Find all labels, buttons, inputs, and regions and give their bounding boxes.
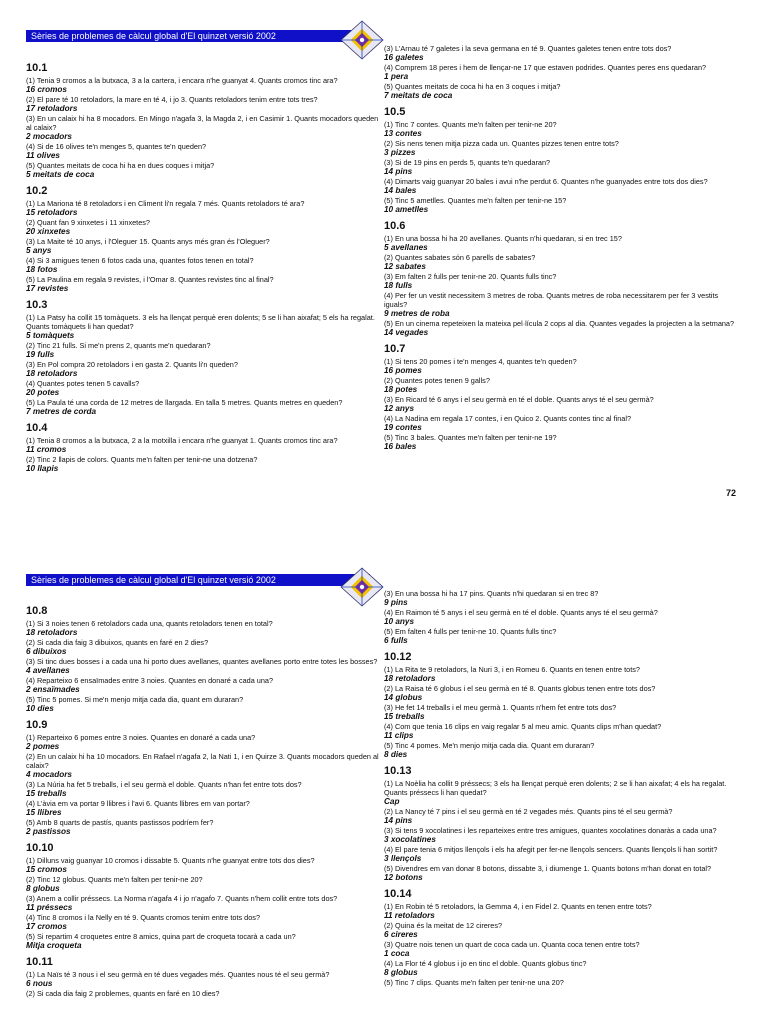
problem-answer: 20 potes [26,388,60,397]
section-10-8 [26,605,380,713]
problem-answer: 6 fulls [384,636,408,645]
problem-answer: 11 préssecs [26,903,73,912]
problem-question: (2) En un calaix hi ha 10 mocadors. En Rafael n'agafa 2, la Nati 1, i en Quirze 3. Quants mocadors queden al calaix? [26,752,379,770]
problem-question: (1) Si tens 20 pomes i te'n menges 4, quantes te'n queden? [384,357,577,366]
problem-question: (5) Tinc 3 bales. Quantes me'n falten per tenir-ne 19? [384,433,557,442]
problem-answer: 3 pizzes [384,148,416,157]
section-10-13 [384,765,738,882]
section-10-10 [26,842,380,950]
problem-question: (3) En una bossa hi ha 17 pins. Quants n'hi quedaran si en trec 8? [384,589,599,598]
problem-answer: 2 pastissos [26,827,71,836]
problem-question: (5) Quantes meitats de coca hi ha en 3 coques i mitja? [384,82,561,91]
problem-answer: 12 sabates [384,262,426,271]
problem-answer: 18 retoladors [26,628,78,637]
problem-answer: 11 cromos [26,445,67,454]
problem-answer: 14 vegades [384,328,429,337]
problem-answer: 16 galetes [384,53,424,62]
problem-question: (4) L'àvia em va portar 9 llibres i l'avi 6. Quants llibres em van portar? [26,799,250,808]
problem-answer: 10 llapis [26,464,59,473]
problem-answer: 16 cromos [26,85,67,94]
problem-answer: 15 llibres [26,808,62,817]
problem-question: (1) La Rita te 9 retoladors, la Nuri 3, i en Romeu 6. Quants en tenen entre tots? [384,665,640,674]
problem-answer: 12 botons [384,873,423,882]
problem-answer: 17 cromos [26,922,67,931]
section-10-12 [384,651,738,759]
problem-question: (5) Quantes meitats de coca hi ha en dues coques i mitja? [26,161,215,170]
problem-question: (5) Tinc 4 pomes. Me'n menjo mitja cada dia. Quant em duraran? [384,741,595,750]
problem-answer: Cap [384,797,400,806]
problem-question: (2) Si cada dia faig 3 dibuixos, quants en faré en 2 dies? [26,638,209,647]
problem-question: (3) Anem a collir préssecs. La Norma n'agafa 4 i jo n'agafo 7. Quants n'hem collit entre tots dos? [26,894,338,903]
problem-question: (1) Reparteixo 6 pomes entre 3 noies. Quantes en donaré a cada una? [26,733,256,742]
problem-question: (5) Divendres em van donar 8 botons, dissabte 3, i diumenge 1. Quants botons m'han donat en total? [384,864,712,873]
problem-answer: 19 fulls [26,350,55,359]
problem-answer: 3 llençols [384,854,422,863]
problem-question: (4) El pare tenia 6 mitjos llençols i els ha afegit per fer-ne llençols sencers. Quants llençols li han sortit? [384,845,718,854]
right-column [384,44,738,452]
problem-answer: 18 fulls [384,281,413,290]
problem-question: (4) Reparteixo 6 ensaïmades entre 3 noies. Quantes en donaré a cada una? [26,676,274,685]
section-10-7 [384,343,738,451]
section-10-4 [26,422,380,473]
problem-question: (3) En Ricard té 6 anys i el seu germà en té el doble. Quants anys té el seu germà? [384,395,654,404]
problem-question: (2) Tinc 12 globus. Quants me'n falten per tenir-ne 20? [26,875,203,884]
section-title: 10.10 [26,842,54,854]
section-10-2 [26,185,380,293]
section-title: 10.8 [26,605,48,617]
problem-answer: 14 pins [384,816,413,825]
problem-question: (4) En Raimon té 5 anys i el seu germà en té el doble. Quants anys té el seu germà? [384,608,658,617]
problem-question: (3) La Maite té 10 anys, i l'Oleguer 15. Quants anys més gran és l'Oleguer? [26,237,270,246]
problem-question: (4) Si 3 amigues tenen 6 fotos cada una, quantes fotos tenen en total? [26,256,254,265]
problem-question: (4) Dimarts vaig guanyar 20 bales i avui n'he perdut 6. Quantes n'he guanyades entre tots dos dies? [384,177,708,186]
problem-question: (5) Si repartim 4 croquetes entre 8 amics, quina part de croqueta tocarà a cada un? [26,932,296,941]
problem-question: (3) Si de 19 pins en perds 5, quants te'n quedaran? [384,158,551,167]
problem-answer: 11 olives [26,151,60,160]
problem-question: (4) La Nadina em regala 17 contes, i en Quico 2. Quants contes tinc al final? [384,414,632,423]
section-10-3 [26,299,380,416]
problem-question: (5) Em falten 4 fulls per tenir-ne 10. Quants fulls tinc? [384,627,557,636]
problem-answer: 6 dibuixos [26,647,67,656]
problem-answer: 18 retoladors [384,674,436,683]
geometric-diamond-logo-icon [340,20,384,60]
problem-answer: 14 pins [384,167,413,176]
problem-question: (3) Em falten 2 fulls per tenir-ne 20. Quants fulls tinc? [384,272,557,281]
section-title: 10.12 [384,651,412,663]
series-header-bar: Sèries de problemes de càlcul global d'El quinzet versió 2002 [26,30,370,42]
problem-answer: Mitja croqueta [26,941,82,950]
problem-question: (1) La Patsy ha collit 15 tomàquets. 3 els ha llençat perquè eren dolents; 5 se li han aixafat; 5 els ha regalat. Quants tomàquets li han quedat? [26,313,375,331]
section-10-9 [26,719,380,836]
problem-question: (2) Quina és la meitat de 12 cireres? [384,921,503,930]
problem-question: (4) Com que tenia 16 clips en vaig regalar 5 al meu amic. Quants clips m'han quedat? [384,722,662,731]
problem-answer: 6 nous [26,979,53,988]
problem-answer: 8 globus [26,884,60,893]
problem-question: (2) La Raisa té 6 globus i el seu germà en té 8. Quants globus tenen entre tots dos? [384,684,656,693]
problem-answer: 3 xocolatines [384,835,436,844]
left-column [26,599,380,999]
section-10-5 [384,106,738,214]
problem-answer: 7 metres de corda [26,407,97,416]
problem-question: (4) Tinc 8 cromos i la Nelly en té 9. Quants cromos tenim entre tots dos? [26,913,261,922]
section-title: 10.13 [384,765,412,777]
problem-question: (1) Tenia 9 cromos a la butxaca, 3 a la cartera, i encara n'he guanyat 4. Quants cromos tinc ara? [26,76,338,85]
problem-question: (5) La Paula té una corda de 12 metres de llargada. En talla 5 metres. Quants metres en queden? [26,398,343,407]
problem-question: (2) La Nancy té 7 pins i el seu germà en té 2 vegades més. Quants pins té el seu germà? [384,807,673,816]
problem-answer: 9 pins [384,598,408,607]
problem-question: (5) En un cinema repeteixen la mateixa pel·lícula 2 cops al dia. Quantes vegades la projecten a la setmana? [384,319,735,328]
section-title: 10.7 [384,343,406,355]
problem-answer: 11 clips [384,731,414,740]
section-continued [384,589,738,645]
problem-answer: 18 retoladors [26,369,78,378]
problem-question: (1) La Mariona té 8 retoladors i en Climent li'n regala 7 més. Quants retoladors té ara? [26,199,305,208]
problem-question: (3) La Núria ha fet 5 treballs, i el seu germà el doble. Quants n'han fet entre tots dos? [26,780,302,789]
problem-question: (1) En Robin té 5 retoladors, la Gemma 4, i en Fidel 2. Quants en tenen entre tots? [384,902,652,911]
worksheet-page-2 [0,565,768,1024]
problem-question: (3) He fet 14 treballs i el meu germà 1. Quants n'hem fet entre tots dos? [384,703,617,712]
problem-question: (4) La Flor té 4 globus i jo en tinc el doble. Quants globus tinc? [384,959,587,968]
problem-question: (5) Tinc 7 clips. Quants me'n falten per tenir-ne una 20? [384,978,564,987]
section-continued [384,44,738,100]
section-title: 10.2 [26,185,48,197]
problem-question: (5) Amb 8 quarts de pastís, quants pastissos podríem fer? [26,818,214,827]
section-title: 10.11 [26,956,53,968]
problem-answer: 1 coca [384,949,410,958]
problem-answer: 8 dies [384,750,408,759]
problem-answer: 15 retoladors [26,208,78,217]
problem-answer: 5 meitats de coca [26,170,95,179]
problem-answer: 19 contes [384,423,422,432]
section-title: 10.5 [384,106,406,118]
problem-question: (1) En una bossa hi ha 20 avellanes. Quants n'hi quedaran, si en trec 15? [384,234,622,243]
problem-question: (3) En Pol compra 20 retoladors i en gasta 2. Quants li'n queden? [26,360,238,369]
problem-question: (3) Quatre nois tenen un quart de coca cada un. Quanta coca tenen entre tots? [384,940,640,949]
problem-answer: 14 bales [384,186,417,195]
problem-answer: 16 bales [384,442,417,451]
problem-question: (4) Comprem 18 peres i hem de llençar-ne 17 que estaven podrides. Quantes peres ens quedaran? [384,63,707,72]
problem-answer: 17 revistes [26,284,69,293]
section-10-6 [384,220,738,337]
problem-answer: 4 mocadors [26,770,72,779]
problem-question: (2) El pare té 10 retoladors, la mare en té 4, i jo 3. Quants retoladors tenim entre tots tres? [26,95,318,104]
problem-question: (1) Si 3 noies tenen 6 retoladors cada una, quants retoladors tenen en total? [26,619,273,628]
problem-question: (2) Quantes potes tenen 9 galls? [384,376,490,385]
section-title: 10.3 [26,299,48,311]
problem-answer: 5 avellanes [384,243,428,252]
problem-question: (5) Tinc 5 pomes. Si me'n menjo mitja cada dia, quant em duraran? [26,695,244,704]
problem-question: (1) La Naïs té 3 nous i el seu germà en té dues vegades més. Quantes nous té el seu germà? [26,970,330,979]
section-title: 10.4 [26,422,48,434]
problem-question: (1) Tinc 7 contes. Quants me'n falten per tenir-ne 20? [384,120,557,129]
section-10-14 [384,888,738,987]
problem-question: (4) Per fer un vestit necessitem 3 metres de roba. Quants metres de roba necessitarem per fer 3 vestits iguals? [384,291,719,309]
problem-answer: 2 mocadors [26,132,72,141]
problem-question: (2) Si cada dia faig 2 problemes, quants en faré en 10 dies? [26,989,220,998]
section-title: 10.9 [26,719,48,731]
problem-answer: 9 metres de roba [384,309,450,318]
problem-question: (2) Sis nens tenen mitja pizza cada un. Quantes pizzes tenen entre tots? [384,139,619,148]
series-header-bar: Sèries de problemes de càlcul global d'El quinzet versió 2002 [26,574,370,586]
problem-question: (2) Tinc 2 llapis de colors. Quants me'n falten per tenir-ne una dotzena? [26,455,258,464]
problem-answer: 14 globus [384,693,423,702]
problem-answer: 18 potes [384,385,418,394]
problem-question: (1) Dilluns vaig guanyar 10 cromos i dissabte 5. Quants n'he guanyat entre tots dos dies? [26,856,315,865]
problem-question: (5) Tinc 5 ametlles. Quantes me'n falten per tenir-ne 15? [384,196,567,205]
problem-answer: 1 pera [384,72,409,81]
left-column [26,56,380,474]
problem-answer: 15 treballs [26,789,67,798]
problem-question: (1) La Noèlia ha collit 9 préssecs; 3 els ha llençat perquè eren dolents; 2 se li han aixafat; 4 els ha regalat. Quants préssecs li han quedat? [384,779,727,797]
problem-answer: 6 cireres [384,930,418,939]
problem-answer: 16 pomes [384,366,422,375]
problem-answer: 7 meitats de coca [384,91,453,100]
problem-answer: 15 cromos [26,865,67,874]
problem-answer: 8 globus [384,968,418,977]
problem-answer: 2 pomes [26,742,60,751]
problem-question: (4) Si de 16 olives te'n menges 5, quantes te'n queden? [26,142,207,151]
section-title: 10.14 [384,888,412,900]
problem-answer: 12 anys [384,404,415,413]
problem-answer: 10 dies [26,704,54,713]
problem-question: (2) Quant fan 9 xinxetes i 11 xinxetes? [26,218,150,227]
problem-answer: 20 xinxetes [26,227,71,236]
problem-answer: 10 ametlles [384,205,429,214]
problem-answer: 13 contes [384,129,422,138]
problem-answer: 11 retoladors [384,911,435,920]
problem-question: (2) Quantes sabates són 6 parells de sabates? [384,253,536,262]
section-10-1 [26,62,380,179]
problem-answer: 15 treballs [384,712,425,721]
problem-answer: 2 ensaïmades [26,685,80,694]
problem-answer: 17 retoladors [26,104,78,113]
problem-answer: 18 fotos [26,265,58,274]
problem-question: (3) Si tinc dues bosses i a cada una hi porto dues avellanes, quantes avellanes porto entre totes les bosses? [26,657,378,666]
section-title: 10.1 [26,62,48,74]
page-number: 72 [725,488,736,498]
problem-answer: 10 anys [384,617,415,626]
problem-question: (2) Tinc 21 fulls. Si me'n prens 2, quants me'n quedaran? [26,341,211,350]
section-10-11 [26,956,380,998]
problem-answer: 4 avellanes [26,666,70,675]
right-column [384,589,738,988]
problem-question: (5) La Paulina em regala 9 revistes, i l'Omar 8. Quantes revistes tinc al final? [26,275,274,284]
problem-answer: 5 tomàquets [26,331,75,340]
problem-question: (3) L'Arnau té 7 galetes i la seva germana en té 9. Quantes galetes tenen entre tots dos? [384,44,672,53]
problem-question: (4) Quantes potes tenen 5 cavalls? [26,379,140,388]
problem-question: (3) En un calaix hi ha 8 mocadors. En Mingo n'agafa 3, la Magda 2, i en Casimir 1. Quants mocadors queden al calaix? [26,114,379,132]
problem-answer: 5 anys [26,246,52,255]
section-title: 10.6 [384,220,406,232]
problem-question: (1) Tenia 8 cromos a la butxaca, 2 a la motxilla i encara n'he guanyat 1. Quants cromos tinc ara? [26,436,338,445]
problem-question: (3) Si tens 9 xocolatines i les reparteixes entre tres amigues, quantes xocolatines donaràs a cada una? [384,826,717,835]
